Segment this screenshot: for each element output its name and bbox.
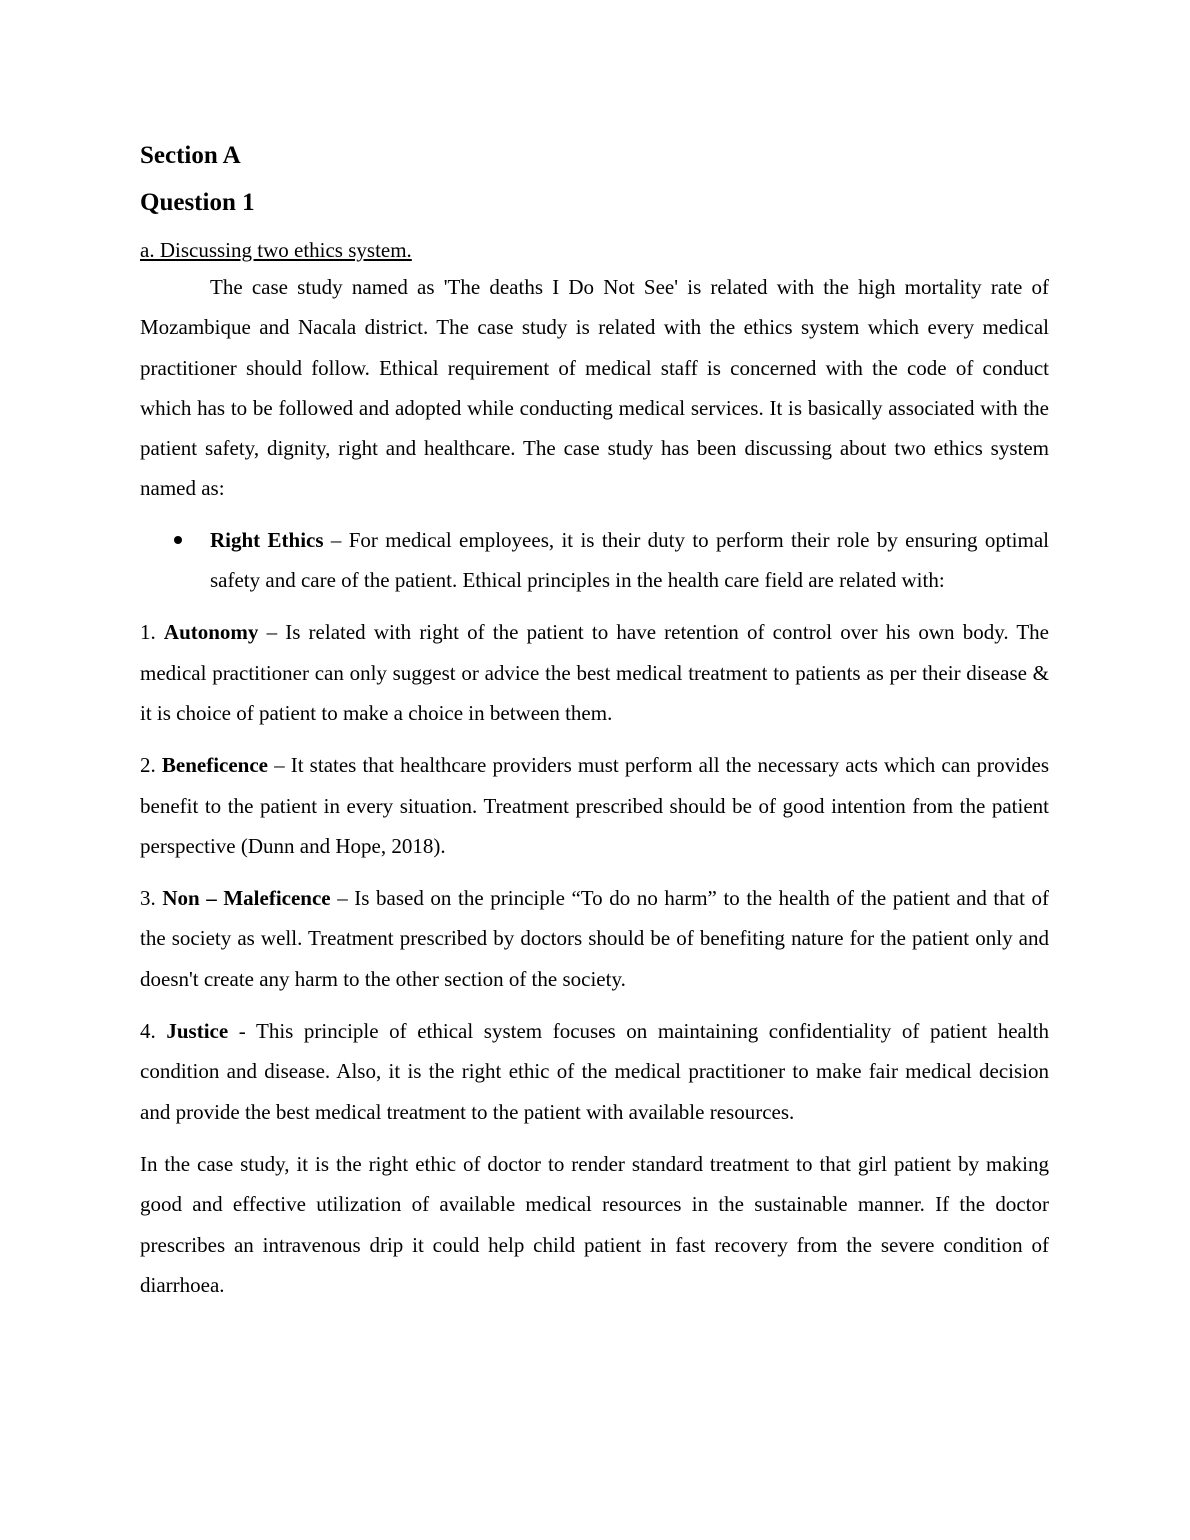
item-number: 4.	[140, 1019, 167, 1044]
item-text: – It states that healthcare providers must perform all the necessary acts which can provides benefit to the patient in every situation. Treatment prescribed should be of good intention from the patient perspective (Dunn and Hope, 2018).	[140, 753, 1049, 858]
bullet-item-right-ethics	[210, 520, 1049, 601]
section-title: Section A	[140, 142, 241, 169]
item-term: Beneficence	[161, 753, 268, 778]
principle-item-justice	[140, 1011, 1049, 1132]
item-term: Autonomy	[163, 620, 259, 645]
question-title: Question 1	[140, 189, 255, 216]
item-text: - This principle of ethical system focuses on maintaining confidentiality of patient health condition and disease. Also, it is the right ethic of the medical practitioner to make fair medical decision and provide the best medical treatment to the patient with available resources.	[140, 1019, 1050, 1124]
document-page	[140, 138, 1049, 1305]
subheading: a. Discussing two ethics system.	[140, 238, 412, 262]
item-text: – Is related with right of the patient to have retention of control over his own body. The medical practitioner can only suggest or advice the best medical treatment to patients as per their disease & it is choice of patient to make a choice in between them.	[140, 620, 1050, 725]
item-number: 3.	[140, 886, 163, 911]
item-number: 1.	[140, 620, 164, 645]
conclusion-paragraph: In the case study, it is the right ethic of doctor to render standard treatment to that girl patient by making good and effective utilization of available medical resources in the sustainable manner. If the doctor prescribes an intravenous drip it could help child patient in fast recovery from the severe condition of diarrhoea.	[140, 1151, 1049, 1297]
bullet-term: Right Ethics	[210, 527, 324, 552]
bullet-list	[140, 520, 1049, 601]
item-text: – Is based on the principle “To do no harm” to the health of the patient and that of the society as well. Treatment prescribed by doctors should be of benefiting nature for the patient only and doesn't create any harm to the other section of the society.	[140, 886, 1049, 991]
principle-item-autonomy	[140, 612, 1049, 733]
item-term: Non – Maleficence	[162, 886, 331, 911]
item-term: Justice	[166, 1019, 229, 1044]
bullet-text: – For medical employees, it is their duty to perform their role by ensuring optimal safety and care of the patient. Ethical principles in the health care field are related with:	[210, 527, 1049, 593]
principle-item-non-maleficence	[140, 878, 1049, 999]
principle-item-beneficence	[140, 745, 1049, 866]
item-number: 2.	[140, 753, 162, 778]
intro-paragraph: The case study named as 'The deaths I Do Not See' is related with the high mortality rate of Mozambique and Nacala district. The case study is related with the ethics system which every medical practitioner should follow. Ethical requirement of medical staff is concerned with the code of conduct which has to be followed and adopted while conducting medical services. It is basically associated with the patient safety, dignity, right and healthcare. The case study has been discussing about two ethics system named as:	[140, 275, 1049, 501]
bullet-icon	[174, 536, 182, 544]
